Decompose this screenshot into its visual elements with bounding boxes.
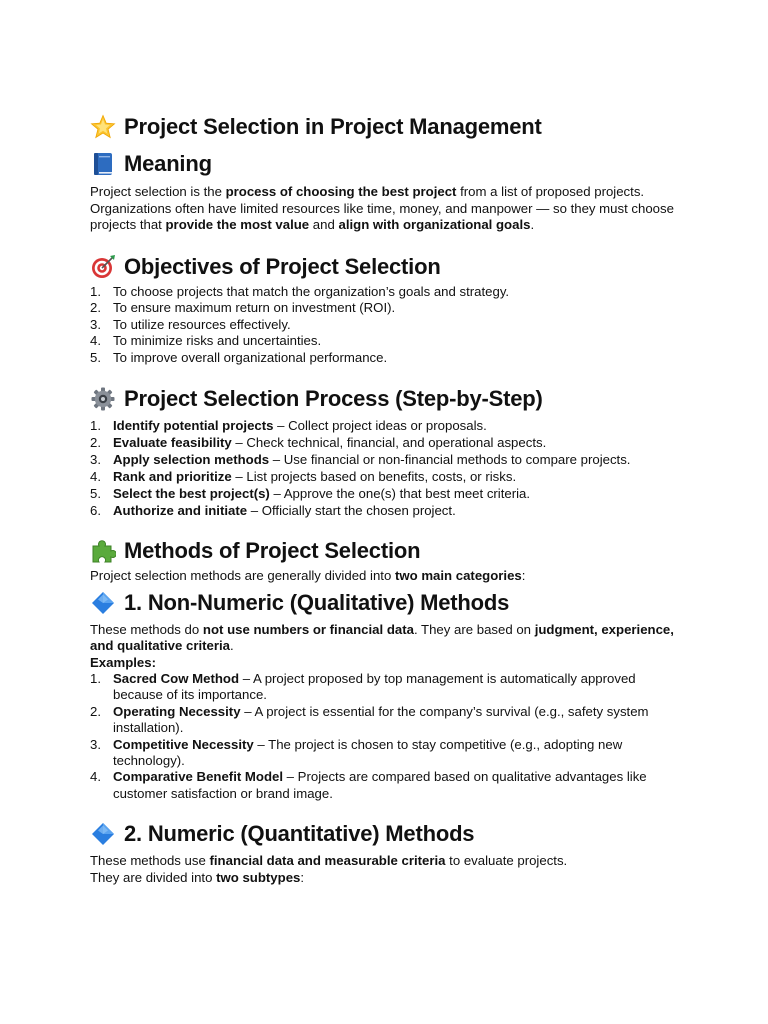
puzzle-piece-icon xyxy=(90,538,116,564)
list-item: 3. To utilize resources effectively. xyxy=(90,316,291,332)
methods-heading xyxy=(90,536,678,566)
non-numeric-heading-text: 1. Non-Numeric (Qualitative) Methods xyxy=(124,589,510,615)
target-icon xyxy=(90,254,116,280)
numeric-heading xyxy=(90,819,678,849)
star-icon xyxy=(90,114,116,140)
page-title-text: Project Selection in Project Management xyxy=(124,114,542,139)
list-item: 2. Evaluate feasibility – Check technical, financial, and operational aspects. xyxy=(90,435,547,450)
non-numeric-heading xyxy=(90,588,678,618)
process-heading-text: Project Selection Process (Step-by-Step) xyxy=(124,386,543,411)
list-item: 5. To improve overall organizational performance. xyxy=(90,349,388,365)
list-item: 4. Rank and prioritize – List projects based on benefits, costs, or risks. xyxy=(90,469,517,484)
meaning-heading-text: Meaning xyxy=(124,151,212,176)
objectives-heading-text: Objectives of Project Selection xyxy=(124,253,441,279)
objectives-heading xyxy=(90,252,678,282)
process-heading xyxy=(90,384,678,414)
list-item: 2. Operating Necessity – A project is essential for the company’s survival (e.g., safety system installation). xyxy=(90,703,649,736)
numeric-paragraph: These methods use financial data and measurable criteria to evaluate projects. They are divided into two subtypes: xyxy=(90,853,568,885)
list-item: 1. To choose projects that match the organization’s goals and strategy. xyxy=(90,283,510,299)
examples-label: Examples: xyxy=(90,654,156,670)
meaning-paragraph: Project selection is the process of choosing the best project from a list of proposed projects. Organizations often have limited resources like time, money, and manpower — so they must choose projects that provide the most value and align with organizational goals. xyxy=(90,184,674,232)
non-numeric-examples-list xyxy=(90,671,678,802)
book-icon xyxy=(90,151,116,177)
non-numeric-paragraph: These methods do not use numbers or financial data. They are based on judgment, experience, and qualitative criteria. xyxy=(90,621,674,653)
gear-icon xyxy=(90,386,116,412)
methods-paragraph: Project selection methods are generally divided into two main categories: xyxy=(90,568,526,583)
list-item: 4. Comparative Benefit Model – Projects are compared based on qualitative advantages like customer satisfaction or brand image. xyxy=(90,769,647,801)
list-item: 6. Authorize and initiate – Officially start the chosen project. xyxy=(90,503,456,518)
blue-diamond-icon xyxy=(90,590,116,616)
objectives-list xyxy=(90,284,678,367)
methods-heading-text: Methods of Project Selection xyxy=(124,538,421,563)
page-title xyxy=(90,112,678,142)
blue-diamond-icon xyxy=(90,821,116,847)
list-item: 2. To ensure maximum return on investment (ROI). xyxy=(90,300,396,315)
process-steps-list xyxy=(90,417,678,519)
list-item: 5. Select the best project(s) – Approve the one(s) that best meet criteria. xyxy=(90,486,531,501)
list-item: 1. Sacred Cow Method – A project proposed by top management is automatically approved because of its importance. xyxy=(90,671,636,703)
list-item: 3. Apply selection methods – Use financial or non-financial methods to compare projects. xyxy=(90,452,631,467)
numeric-heading-text: 2. Numeric (Quantitative) Methods xyxy=(124,821,475,847)
list-item: 1. Identify potential projects – Collect project ideas or proposals. xyxy=(90,418,487,433)
list-item: 3. Competitive Necessity – The project is chosen to stay competitive (e.g., adopting new technology). xyxy=(90,736,623,769)
meaning-heading xyxy=(90,149,678,179)
list-item: 4. To minimize risks and uncertainties. xyxy=(90,333,322,348)
